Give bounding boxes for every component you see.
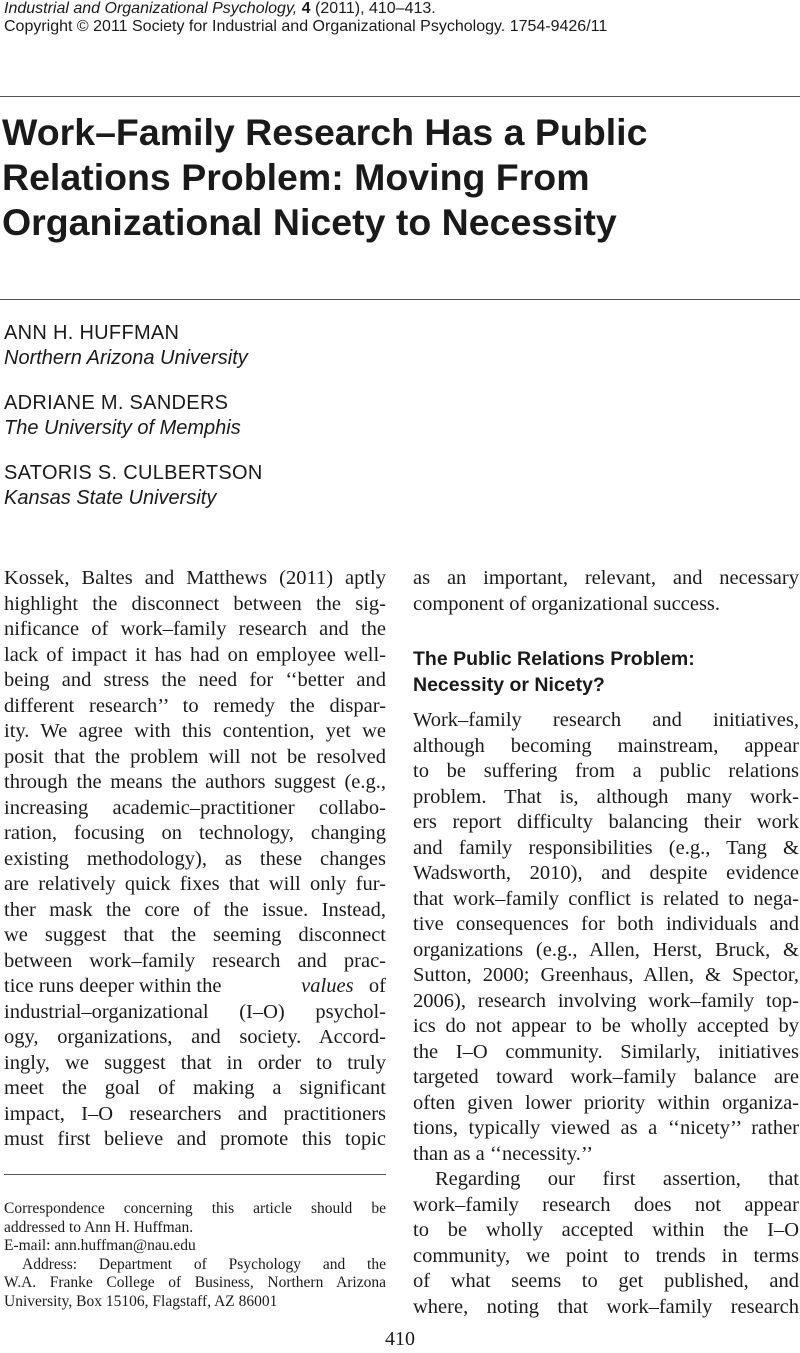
author-affiliation: The University of Memphis — [4, 417, 241, 439]
body-line: to be suffering from a public relations — [413, 760, 799, 782]
body-line: targeted toward work–family balance are — [413, 1066, 799, 1088]
journal-volume: 4 — [301, 0, 311, 17]
body-line: of what seems to get published, and — [413, 1270, 799, 1292]
body-line: and family responsibilities (e.g., Tang & — [413, 836, 799, 859]
section-heading — [413, 646, 799, 698]
footnote-email: E-mail: ann.huffman@nau.edu — [4, 1237, 196, 1254]
body-line: tions, typically viewed as a ‘‘nicety’’ rather — [413, 1117, 799, 1139]
body-line: component of organizational success. — [413, 592, 721, 615]
body-line-text: tice runs deeper within the — [4, 975, 222, 997]
section-heading-line: Necessity or Nicety? — [413, 674, 605, 696]
body-line: must first believe and promote this topic — [4, 1128, 386, 1150]
author-affiliation: Kansas State University — [4, 487, 217, 509]
body-line: problem. That is, although many work- — [413, 785, 799, 808]
emphasis-words — [301, 974, 386, 1000]
body-line: as an important, relevant, and necessary — [413, 567, 799, 589]
body-line: being and stress the need for ‘‘better and — [4, 669, 386, 691]
body-line: to be wholly accepted within the I–O — [413, 1219, 799, 1241]
body-line: existing methodology), as these changes — [4, 847, 386, 870]
body-line-with-emphasis — [4, 974, 386, 1000]
title-line: Work–Family Research Has a Public — [2, 111, 648, 153]
author-affiliation: Northern Arizona University — [4, 347, 248, 369]
body-line: Work–family research and initiatives, — [413, 709, 799, 731]
body-line: work–family research does not appear — [413, 1193, 799, 1216]
body-line: where, noting that work–family research — [413, 1295, 799, 1318]
body-line: increasing academic–practitioner collabo- — [4, 796, 386, 819]
page-number: 410 — [385, 1328, 415, 1350]
body-line: ther mask the core of the issue. Instead, — [4, 898, 386, 921]
section-spacer — [413, 617, 799, 646]
title-line: Organizational Nicety to Necessity — [2, 201, 617, 243]
section-heading-line: The Public Relations Problem: — [413, 648, 695, 670]
footnote-line: addressed to Ann H. Huffman. — [4, 1218, 194, 1236]
body-line: we suggest that the seeming disconnect — [4, 924, 386, 946]
journal-name: Industrial and Organizational Psychology, — [4, 0, 298, 17]
correspondence-footnote — [4, 1200, 386, 1311]
body-line: the I–O community. Similarly, initiatives — [413, 1040, 799, 1063]
footnote-line: Correspondence concerning this article should be — [4, 1200, 386, 1217]
word-of: of — [368, 975, 386, 997]
body-line: ogy, organizations, and society. Accord- — [4, 1026, 386, 1048]
body-line: through the means the authors suggest (e.g., — [4, 771, 386, 793]
body-line: community, we point to trends in terms — [413, 1244, 799, 1267]
article-title — [2, 110, 798, 245]
body-line: meet the goal of making a significant — [4, 1077, 386, 1099]
body-line: Kossek, Baltes and Matthews (2011) aptly — [4, 567, 386, 589]
footnote-line: University, Box 15106, Flagstaff, AZ 86001 — [4, 1292, 278, 1310]
body-line: nificance of work–family research and the — [4, 618, 386, 640]
body-line: posit that the problem will not be resolved — [4, 745, 386, 768]
body-line: ics do not appear to be wholly accepted by — [413, 1015, 799, 1037]
author-name: ANN H. HUFFMAN — [4, 322, 180, 344]
body-line: industrial–organizational (I–O) psychol- — [4, 1000, 386, 1023]
body-line: Sutton, 2000; Greenhaus, Allen, & Spector, — [413, 964, 799, 986]
body-line: different research’’ to remedy the dispar- — [4, 694, 386, 717]
title-bottom-rule — [0, 299, 800, 300]
journal-citation — [4, 0, 436, 18]
body-line: organizations (e.g., Allen, Herst, Bruck, & — [413, 938, 799, 961]
title-top-rule — [0, 96, 800, 97]
footnote-line: W.A. Franke College of Business, Northern Arizona — [4, 1274, 386, 1291]
body-line: impact, I–O researchers and practitioners — [4, 1102, 386, 1125]
body-line: between work–family research and prac- — [4, 949, 386, 972]
author-name: ADRIANE M. SANDERS — [4, 392, 229, 414]
body-line: Regarding our first assertion, that — [435, 1168, 799, 1190]
body-right-column — [413, 566, 799, 1320]
body-line: ration, focusing on technology, changing — [4, 822, 386, 844]
body-line: 2006), research involving work–family top- — [413, 989, 799, 1012]
author-name: SATORIS S. CULBERTSON — [4, 462, 263, 484]
body-line: often given lower priority within organiza- — [413, 1091, 799, 1114]
heading-spacer — [413, 698, 799, 708]
body-line: ingly, we suggest that in order to truly — [4, 1051, 386, 1074]
body-line: lack of impact it has had on employee well- — [4, 643, 386, 666]
body-line: ers report difficulty balancing their work — [413, 811, 799, 833]
body-line: Wadsworth, 2010), and despite evidence — [413, 862, 799, 884]
body-line: ity. We agree with this contention, yet we — [4, 720, 386, 742]
body-line: are relatively quick fixes that will only fur- — [4, 873, 386, 895]
body-left-column — [4, 566, 386, 1153]
footnote-rule — [4, 1174, 386, 1175]
body-line: tive consequences for both individuals and — [413, 913, 799, 935]
copyright-notice: Copyright © 2011 Society for Industrial and Organizational Psychology. 1754-9426/11 — [4, 18, 608, 35]
body-line: highlight the disconnect between the sig- — [4, 592, 386, 615]
emphasized-word-values: values — [301, 975, 354, 997]
journal-pages: (2011), 410–413. — [315, 0, 436, 17]
footnote-line: Address: Department of Psychology and the — [22, 1255, 386, 1273]
title-line: Relations Problem: Moving From — [2, 156, 590, 198]
body-line: that work–family conflict is related to nega- — [413, 887, 799, 910]
body-line: than as a ‘‘necessity.’’ — [413, 1142, 594, 1165]
body-line: although becoming mainstream, appear — [413, 734, 799, 757]
